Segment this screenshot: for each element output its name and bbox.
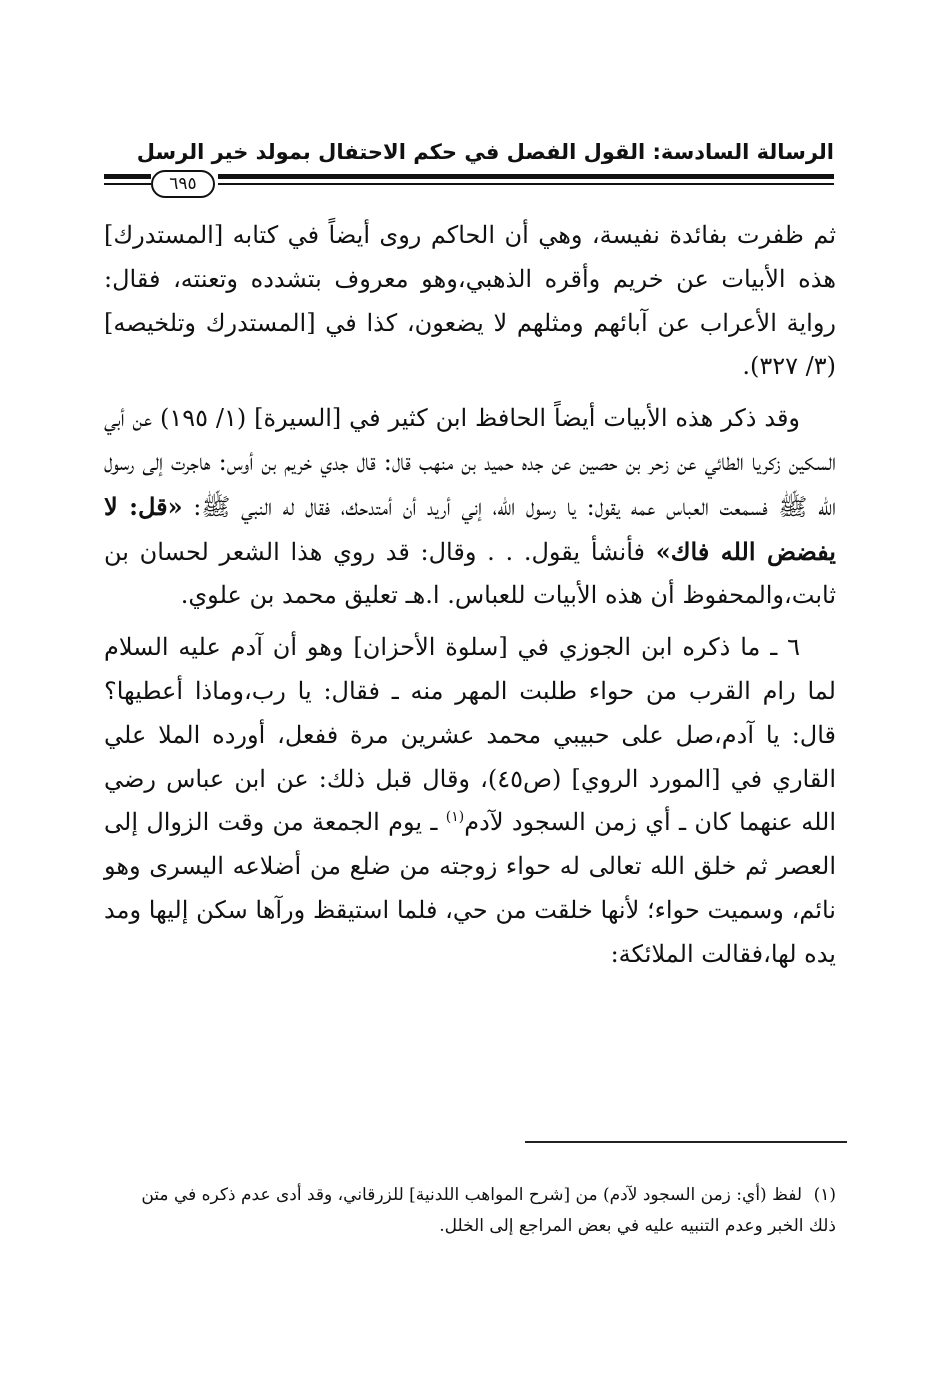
- paragraph-1: ثم ظفرت بفائدة نفيسة، وهي أن الحاكم روى أيضاً في كتابه [المستدرك] هذه الأبيات عن خريم وأقره الذهبي،وهو معروف بتشدده وتعنته، فقال: رواية الأعراب عن آبائهم ومثلهم لا يضعون، كذا في [المستدرك وتلخيصه] (٣/ ٣٢٧).: [104, 221, 836, 381]
- paragraph-3-text-1: ٦ ـ ما ذكره ابن الجوزي في [سلوة الأحزان] وهو أن آدم عليه السلام لما رام القرب من حواء طلبت المهر منه ـ فقال: يا رب،وماذا أعطيها؟ قال: يا آدم،صل على حبيبي محمد عشرين مرة ففعل، أورده الملا علي القاري في [المورد الروي] (ص٤٥)، وقال قبل ذلك: عن ابن عباس رضي الله عنهما كان ـ أي زمن السجود لآدم: [104, 633, 836, 837]
- paragraph-2: [104, 397, 836, 618]
- main-text: [104, 214, 836, 977]
- header-rule-left-thin: [104, 183, 151, 185]
- header-rule-thin: [218, 183, 834, 185]
- footnote-1: [128, 1180, 836, 1242]
- footnote-number: (١): [813, 1185, 836, 1205]
- header-rule-thick: [218, 174, 834, 179]
- paragraph-2-text-2: فأنشأ يقول. . . وقال: قد روي هذا الشعر لحسان بن ثابت،والمحفوظ أن هذه الأبيات للعباس. ا.هـ تعليق محمد بن علوي.: [104, 537, 836, 610]
- hadith-quote: «قل: لا يفضض الله فاك»: [104, 491, 836, 566]
- footnote-separator: [525, 1141, 847, 1143]
- paragraph-2-text-1: وقد ذكر هذه الأبيات أيضاً الحافظ ابن كثير في [السيرة] (١/ ١٩٥) عن أبي السكين زكريا الطائي عن زحر بن حصين عن جده حميد بن منهب قال: قال جدي خريم بن أوس: هاجرت إلى رسول الله ﷺ فسمعت العباس عمه يقول: يا رسول الله، إني أريد أن أمتدحك، فقال له النبي ﷺ:: [104, 404, 836, 521]
- page-number: ٦٩٥: [151, 170, 215, 198]
- running-title: الرسالة السادسة: القول الفصل في حكم الاحتفال بمولد خير الرسل: [136, 140, 834, 164]
- footnote-text: لفظ (أي: زمن السجود لآدم) من [شرح المواهب اللدنية] للزرقاني، وقد أدى عدم ذكره في متن ذلك الخبر وعدم التنبيه عليه في بعض المراجع إلى الخلل.: [141, 1185, 836, 1236]
- paragraph-3-text-2: ـ يوم الجمعة من وقت الزوال إلى العصر ثم خلق الله تعالى له حواء زوجته من ضلع من أضلاعه اليسرى وهو نائم، وسميت حواء؛ لأنها خلقت من حي، فلما استيقظ ورآها سكن إليها ومد يده لها،فقالت الملائكة:: [104, 808, 836, 968]
- footnote-reference: (١): [445, 809, 465, 826]
- paragraph-3: [104, 626, 836, 976]
- header-rule-left-thick: [104, 174, 151, 179]
